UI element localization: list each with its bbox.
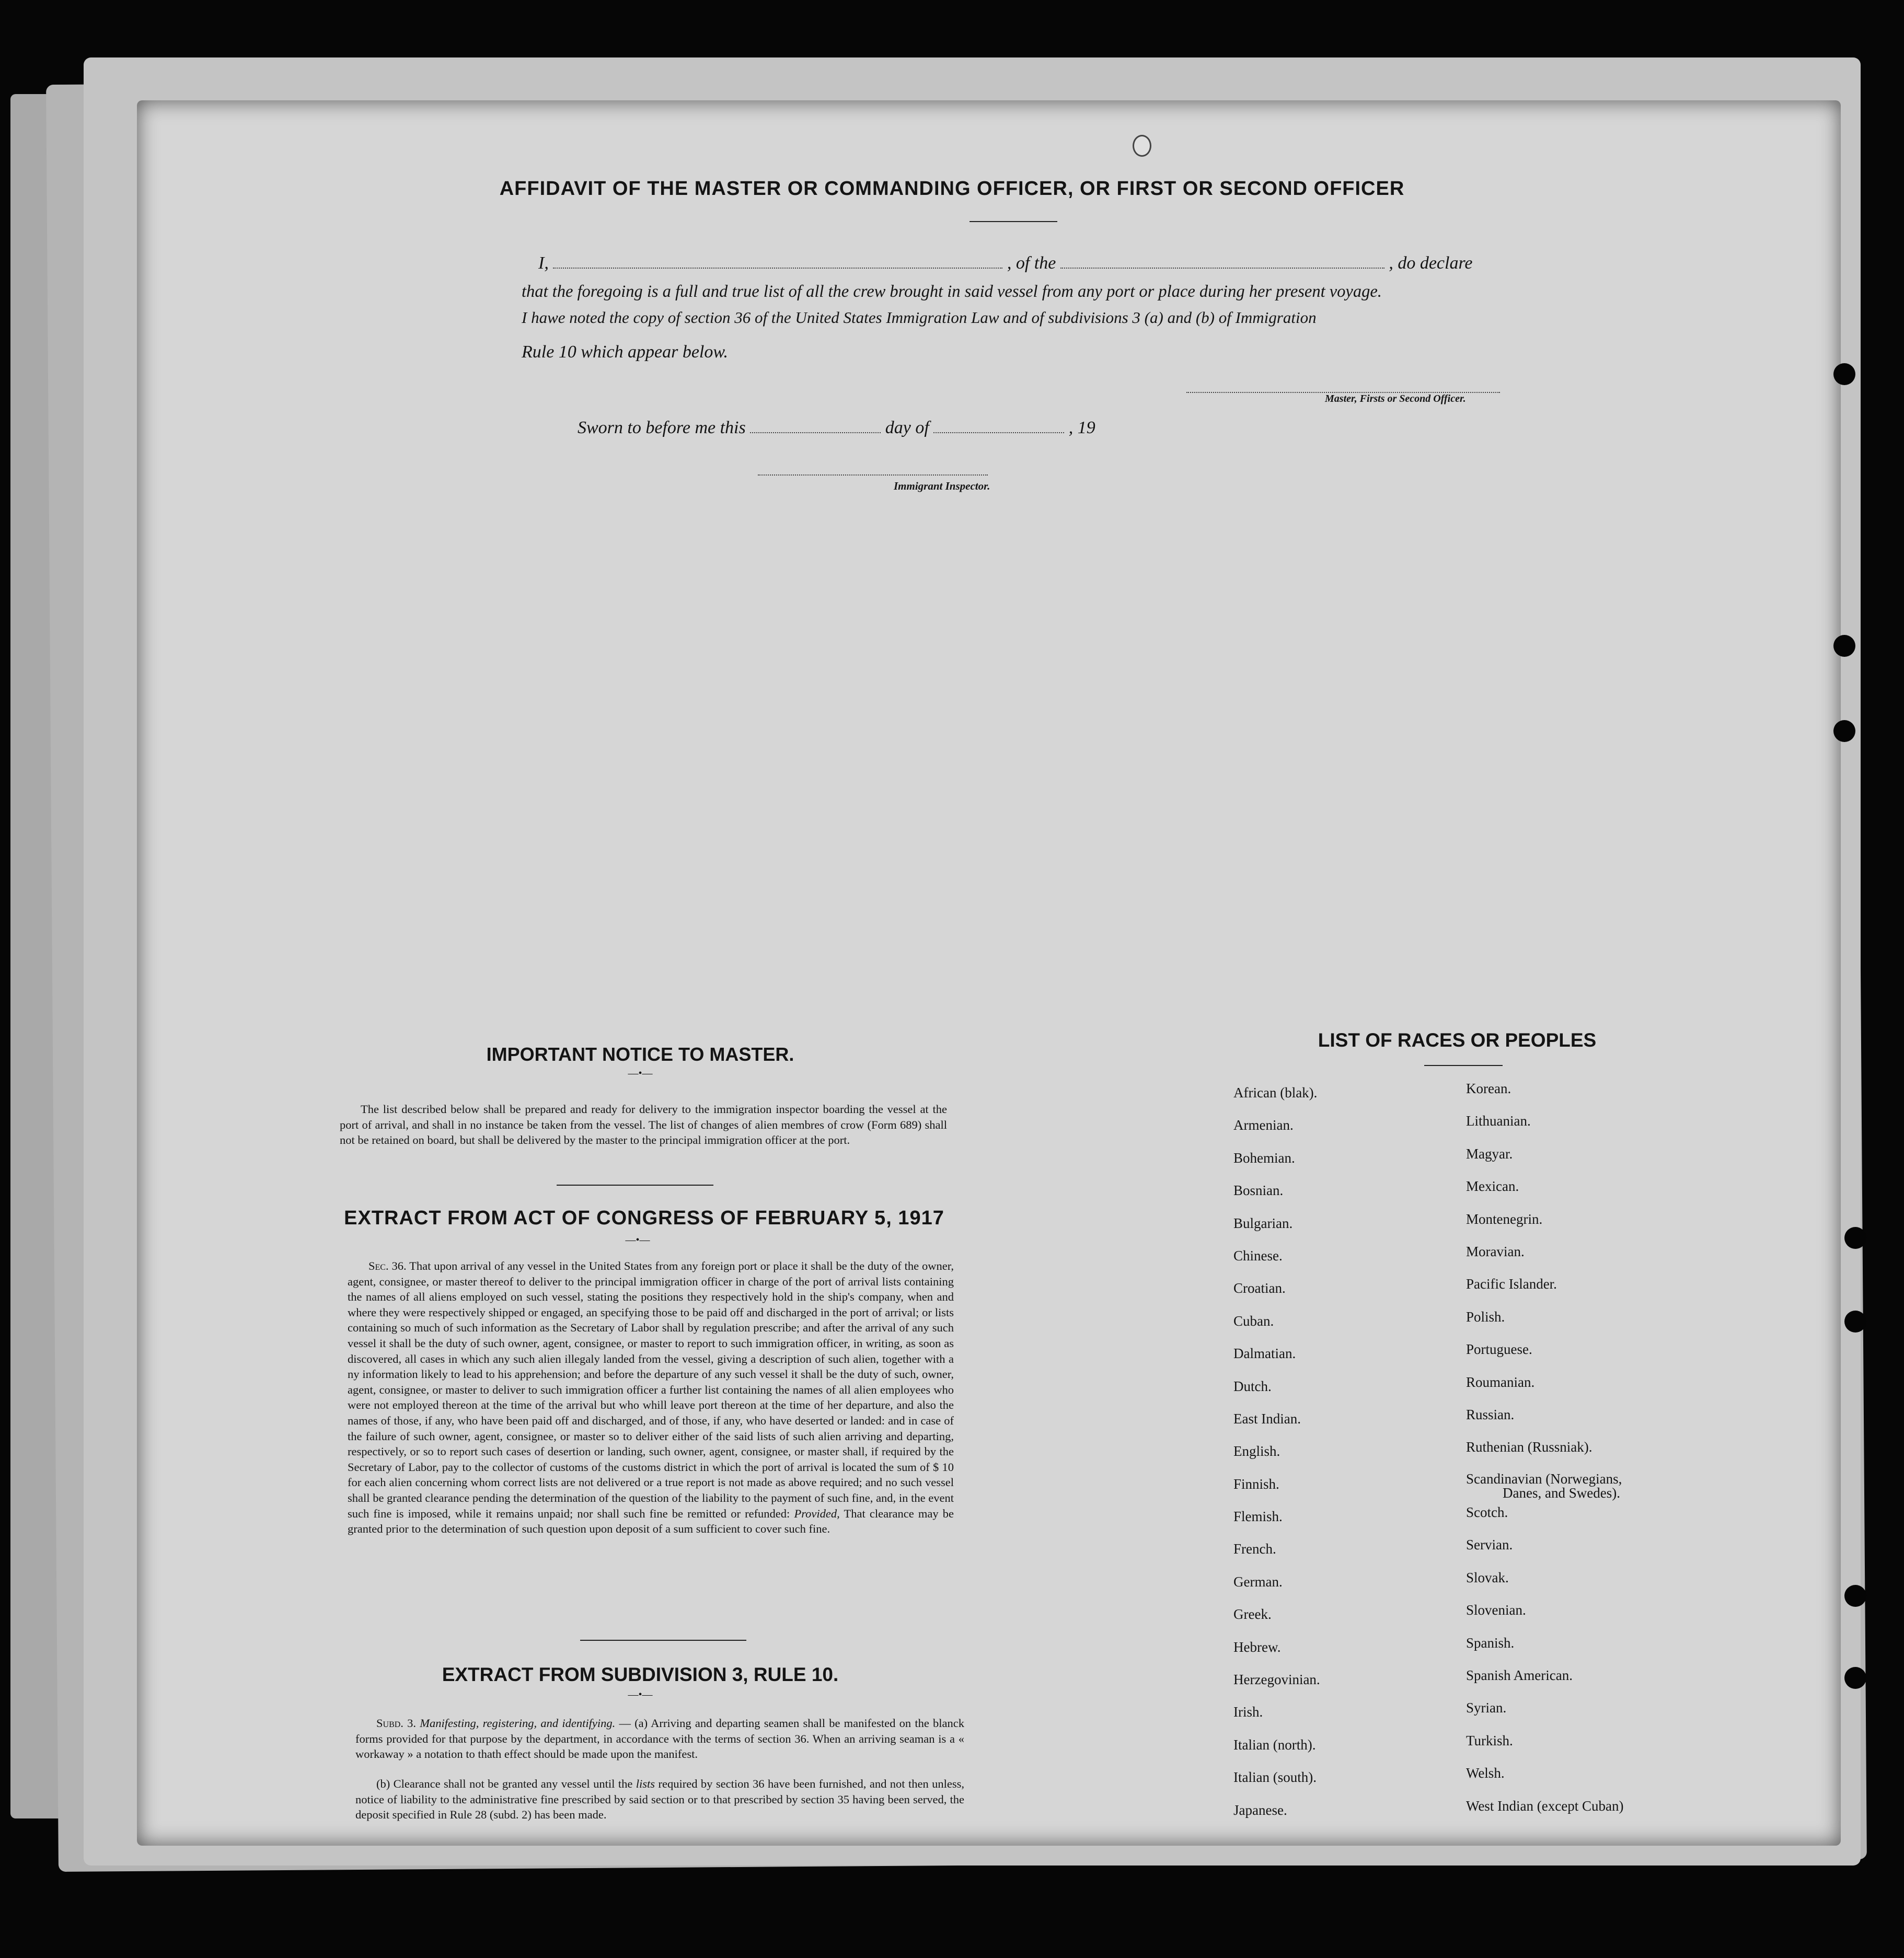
race-item: Cuban. — [1233, 1313, 1274, 1329]
race-item: French. — [1233, 1541, 1276, 1557]
race-item: Bulgarian. — [1233, 1215, 1293, 1231]
title-underline — [970, 221, 1057, 222]
race-item: Servian. — [1466, 1537, 1513, 1553]
race-item-line: Scandinavian (Norwegians, — [1466, 1470, 1622, 1487]
act-extract-title: EXTRACT FROM ACT OF CONGRESS OF FEBRUARY 5, 1917 — [344, 1207, 944, 1229]
race-item-line: Danes, and Swedes). — [1503, 1485, 1620, 1501]
race-item: Dutch. — [1233, 1378, 1272, 1394]
punch-hole — [1844, 1667, 1866, 1689]
race-item: Pacific Islander. — [1466, 1276, 1557, 1292]
race-item: Croatian. — [1233, 1280, 1286, 1296]
race-item: Roumanian. — [1466, 1374, 1535, 1390]
notice-title: IMPORTANT NOTICE TO MASTER. — [486, 1044, 794, 1065]
race-item: Spanish. — [1466, 1635, 1515, 1651]
vessel-field[interactable] — [1060, 267, 1384, 269]
affidavit-line-4: Rule 10 which appear below. — [522, 342, 729, 362]
affidavit-i-label: I, — [538, 253, 549, 273]
race-item: Finnish. — [1233, 1476, 1279, 1492]
race-item: Japanese. — [1233, 1802, 1287, 1818]
race-item: Italian (north). — [1233, 1736, 1316, 1753]
notice-text: The list described below shall be prepared and ready for delivery to the immigration inspector boarding the vessel at the port of arrival, and shall in no instance be taken from the vessel. The list of changes of alien membres of crow (Form 689) shall not be retained on board, but shall be delivered by the master to the principal immigration officer at the port. — [340, 1103, 947, 1147]
affidavit-declare-label: , do declare — [1389, 253, 1473, 273]
subd-3-para-a: — (a) Arriving and departing seamen shall be manifested on the blanck forms provided for that purpose by the department, in accordance with the terms of section 36. When an arriving seaman is a « workaway » a notation to thath effect should be made upon the manifest. — [355, 1717, 965, 1761]
race-item: East Indian. — [1233, 1410, 1301, 1427]
section-36-end: That clearance may be granted prior to the determination of such question upon deposit of a sum sufficient to cover such fine. — [348, 1507, 954, 1536]
subd-3-label: Subd. 3. — [376, 1717, 417, 1730]
race-item: Mexican. — [1466, 1178, 1519, 1195]
race-item: Korean. — [1466, 1081, 1511, 1096]
race-item: Portuguese. — [1466, 1341, 1532, 1358]
sworn-month-field[interactable] — [933, 431, 1064, 433]
act-extract-text — [348, 1258, 954, 1537]
affidavit-line-1 — [538, 253, 1473, 273]
master-signature-label: Master, Firsts or Second Officer. — [1325, 393, 1466, 404]
affidavit-title: AFFIDAVIT OF THE MASTER OR COMMANDING OFFICER, OR FIRST OR SECOND OFFICER — [499, 178, 1405, 200]
rule-extract-para-a — [355, 1716, 964, 1762]
punch-hole — [1844, 1585, 1866, 1607]
race-item — [1466, 1472, 1623, 1504]
race-item: Chinese. — [1233, 1247, 1283, 1264]
affidavit-of-the-label: , of the — [1007, 253, 1056, 273]
races-title-underline — [1424, 1065, 1503, 1066]
affidavit-line-2: that the foregoing is a full and true list of all the crew brought in said vessel from any port or place during her present voyage. — [522, 282, 1382, 301]
day-of-label: day of — [885, 418, 929, 437]
act-extract-divider — [580, 1640, 746, 1641]
act-extract-ornament: —•— — [625, 1234, 650, 1246]
rule-extract-para-b — [355, 1776, 964, 1823]
race-item: Spanish American. — [1466, 1667, 1573, 1684]
subd-3-heading: Manifesting, registering, and identifying. — [420, 1717, 616, 1730]
race-item: Welsh. — [1466, 1765, 1505, 1781]
notice-divider — [557, 1185, 713, 1186]
punch-hole — [1833, 720, 1855, 742]
race-item: Magyar. — [1466, 1145, 1513, 1162]
year-prefix-label: , 19 — [1068, 418, 1095, 437]
race-item: Dalmatian. — [1233, 1346, 1296, 1362]
sworn-label: Sworn to before me this — [578, 418, 746, 437]
race-item: English. — [1233, 1443, 1280, 1459]
race-item: Turkish. — [1466, 1732, 1513, 1748]
rule-extract-ornament: —•— — [628, 1689, 653, 1700]
section-36-body: That upon arrival of any vessel in the United States from any foreign port or place it shall be the duty of the owner, agent, consignee, or master thereof to deliver to the principal immigration officer in charge of the port of arrival lists containing the names of all aliens employed on such vessel, stating the positions they respectively hold in the ship's company, when and where they were respectively shipped or engaged, an specifying those to be paid off and discharged in the port of arrival; or lists containing so much of such information as the Secretary of Labor shall by regulation prescribe; and after the arrival of any such vessel it shall be the duty of such owner, agent, consignee, or master to report to such immigration officer, in writing, as soon as discovered, all cases in which any such alien illegaly landed from the vessel, giving a description of such alien, together with a ny information likely to lead to his apprehension; and before the departure of any such vessel it shall be the duty of such, owner, agent, consignee, or master to deliver to such immigration officer a further list containing the names of all alien employees who were not employed thereon at the time of the arrival but who whill leave port thereon at the time of her departure, and also the names of those, if any, who have been paid off and discharged, and of those, if any, who have deserted or landed: and in case of the failure of such owner, agent, consignee, or master so to deliver either of the said lists of such alien arriving and departing, respectively, or so to report such cases of desertion or landing, such owner, agent, consignee, or master shall, if required by the Secretary of Labor, pay to the collector of customs of the customs district in which the port of arrival is located the sum of $ 10 for each alien concerning whom correct lists are not delivered or a true report is not made as above required; and no such vessel shall be granted clearance pending the determination of the question of the liability to the payment of such fine, and, in the event such fine is imposed, while it remains unpaid; nor shall such fine be remitted or refunded: — [348, 1259, 954, 1520]
race-item: Slovenian. — [1466, 1602, 1526, 1618]
section-36-label: Sec. 36. — [368, 1259, 407, 1272]
race-item: Herzegovinian. — [1233, 1672, 1320, 1688]
race-item: Moravian. — [1466, 1243, 1525, 1259]
punch-hole — [1844, 1311, 1866, 1333]
race-item: West Indian (except Cuban) — [1466, 1798, 1624, 1814]
race-item: Scotch. — [1466, 1504, 1508, 1521]
inspector-signature-line[interactable] — [758, 474, 988, 476]
race-item: Armenian. — [1233, 1117, 1294, 1133]
name-field[interactable] — [553, 267, 1002, 269]
rule-extract-title: EXTRACT FROM SUBDIVISION 3, RULE 10. — [442, 1664, 839, 1685]
sworn-line — [578, 418, 1095, 438]
subd-3-para-b-end: required by section 36 have been furnished, and not then unless, notice of liability to the administrative fine prescribed by said section or to that prescribed by section 35 having been served, the deposit specified in Rule 28 (subd. 2) has been made. — [355, 1777, 965, 1822]
subd-3-para-b-start: (b) Clearance shall not be granted any vessel until the — [376, 1777, 633, 1790]
provided-word: Provided, — [794, 1507, 840, 1520]
race-item: Flemish. — [1233, 1509, 1283, 1525]
race-item: Bosnian. — [1233, 1183, 1284, 1199]
affidavit-line-3: I hawe noted the copy of section 36 of the United States Immigration Law and of subdivisions 3 (a) and (b) of Immigration — [522, 308, 1317, 327]
race-item: Syrian. — [1466, 1700, 1507, 1716]
race-item: Italian (south). — [1233, 1769, 1317, 1786]
race-item: Greek. — [1233, 1606, 1272, 1623]
race-item: Slovak. — [1466, 1569, 1509, 1585]
subd-3-lists-word: lists — [636, 1777, 655, 1790]
race-item: German. — [1233, 1573, 1283, 1590]
race-item: Ruthenian (Russniak). — [1466, 1439, 1593, 1455]
races-right-column — [1466, 1081, 1623, 1830]
notice-ornament: —•— — [628, 1068, 653, 1079]
race-item: Montenegrin. — [1466, 1211, 1543, 1227]
punch-hole — [1844, 1227, 1866, 1249]
races-left-column — [1233, 1085, 1320, 1835]
race-item: Lithuanian. — [1466, 1113, 1531, 1129]
punch-hole — [1833, 363, 1855, 385]
sworn-day-field[interactable] — [750, 431, 881, 433]
race-item: Russian. — [1466, 1406, 1515, 1422]
inspector-label: Immigrant Inspector. — [894, 480, 990, 492]
race-item: Polish. — [1466, 1308, 1505, 1325]
top-punch-hole — [1133, 135, 1151, 157]
race-item: Hebrew. — [1233, 1639, 1281, 1655]
race-item: African (blak). — [1233, 1085, 1318, 1100]
race-item: Bohemian. — [1233, 1150, 1295, 1166]
races-title: LIST OF RACES OR PEOPLES — [1318, 1029, 1597, 1051]
race-item: Irish. — [1233, 1704, 1263, 1720]
punch-hole — [1833, 635, 1855, 657]
